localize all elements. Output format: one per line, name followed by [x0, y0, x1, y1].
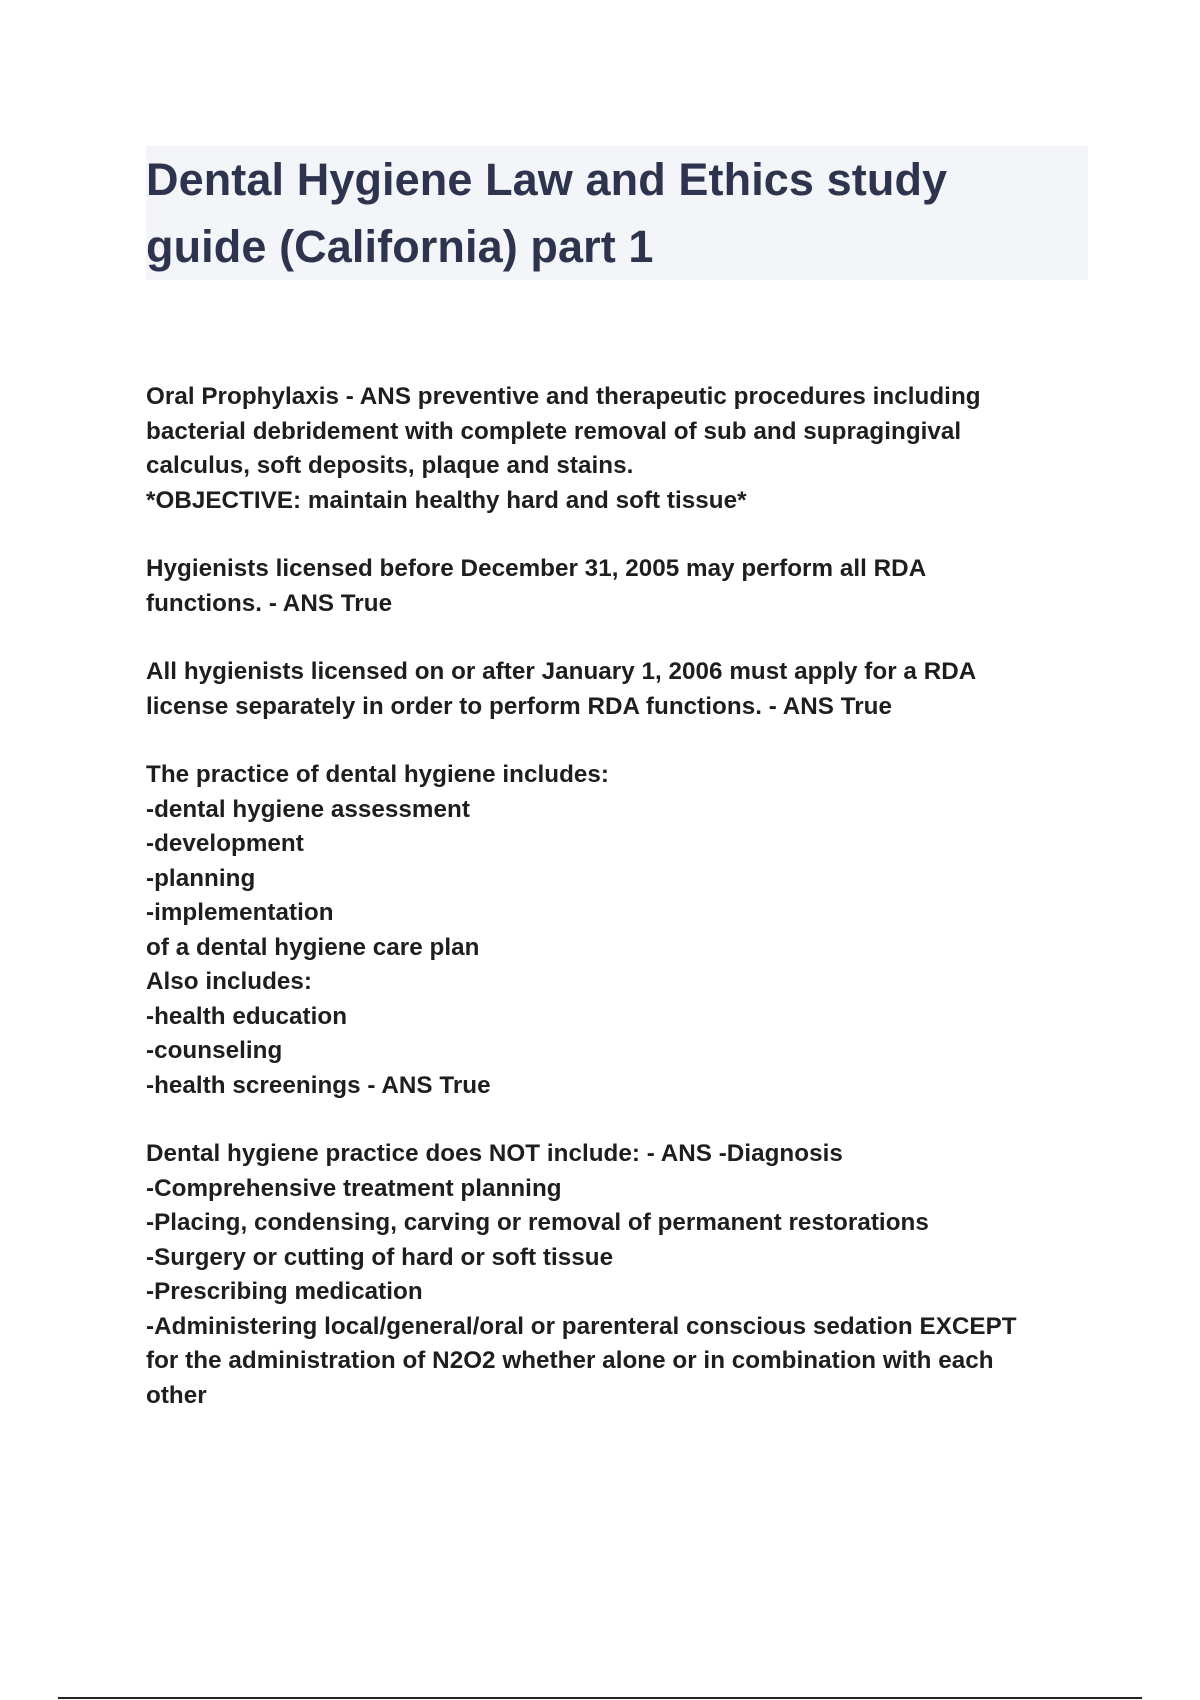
text-line: -Prescribing medication	[146, 1278, 423, 1305]
text-line: calculus, soft deposits, plaque and stains.	[146, 452, 634, 479]
text-line: Oral Prophylaxis - ANS preventive and therapeutic procedures including	[146, 383, 981, 410]
text-line: -planning	[146, 864, 256, 892]
text-line: for the administration of N2O2 whether alone or in combination with each	[146, 1347, 994, 1374]
qa-entry-practice-excludes	[146, 1137, 1096, 1413]
title-line: Dental Hygiene Law and Ethics study	[146, 154, 948, 205]
text-line: -development	[146, 830, 304, 857]
text-line: -Surgery or cutting of hard or soft tissue	[146, 1243, 614, 1271]
text-line: -implementation	[146, 899, 334, 926]
text-line: All hygienists licensed on or after January 1, 2006 must apply for a RDA	[146, 658, 977, 685]
text-line: -health education	[146, 1002, 348, 1030]
text-line: Hygienists licensed before December 31, 2005 may perform all RDA	[146, 555, 927, 582]
text-line: other	[146, 1381, 207, 1409]
text-line: license separately in order to perform RDA functions. - ANS True	[146, 692, 892, 720]
qa-entry-licensed-before-2005	[146, 552, 1096, 621]
text-line: -Comprehensive treatment planning	[146, 1174, 562, 1202]
qa-entry-licensed-after-2006	[146, 655, 1096, 724]
text-line: -Placing, condensing, carving or removal of permanent restorations	[146, 1209, 929, 1236]
text-line: -dental hygiene assessment	[146, 795, 470, 823]
title-block	[146, 146, 1088, 280]
document-title	[146, 146, 1088, 280]
text-line: Also includes:	[146, 968, 313, 995]
study-guide-content	[146, 380, 1096, 1413]
text-line: functions. - ANS True	[146, 589, 393, 617]
text-line: The practice of dental hygiene includes:	[146, 761, 610, 788]
qa-entry-practice-includes	[146, 758, 1096, 1103]
text-line: -health screenings - ANS True	[146, 1071, 491, 1099]
text-line: Dental hygiene practice does NOT include: - ANS -Diagnosis	[146, 1140, 843, 1167]
text-line: -Administering local/general/oral or parenteral conscious sedation EXCEPT	[146, 1312, 1017, 1340]
text-line: *OBJECTIVE: maintain healthy hard and soft tissue*	[146, 486, 747, 514]
title-line: guide (California) part 1	[146, 221, 654, 272]
qa-entry-oral-prophylaxis	[146, 380, 1096, 518]
text-line: bacterial debridement with complete removal of sub and supragingival	[146, 417, 962, 445]
text-line: -counseling	[146, 1037, 283, 1064]
footer-divider	[58, 1697, 1142, 1699]
text-line: of a dental hygiene care plan	[146, 933, 480, 961]
